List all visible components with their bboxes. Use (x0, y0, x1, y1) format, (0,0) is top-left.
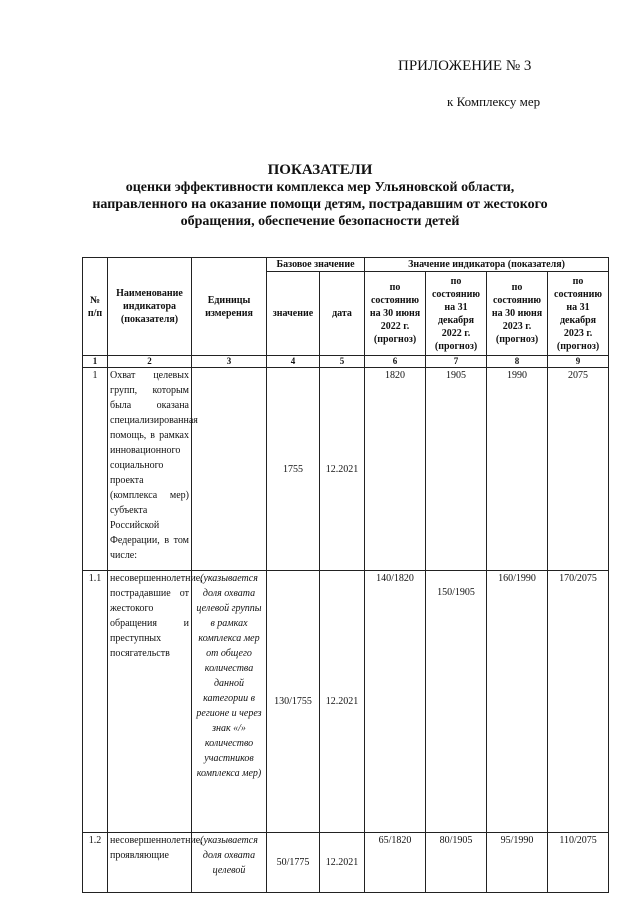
header-period-4: по состоянию на 31 декабря 2023 г. (прогноз) (548, 272, 609, 356)
title-main: ПОКАЗАТЕЛИ (267, 162, 373, 178)
row-value-3: 160/1990 (487, 571, 548, 833)
row-value-3: 95/1990 (487, 833, 548, 893)
header-base-value: значение (267, 272, 320, 356)
header-num: № п/п (83, 258, 108, 356)
row-num: 1.1 (83, 571, 108, 833)
title-line-1: оценки эффективности комплекса мер Ульяновской области, (125, 180, 515, 195)
header-base-date: дата (320, 272, 365, 356)
row-value-2: 1905 (426, 368, 487, 571)
colnum: 4 (267, 356, 320, 368)
table-row (83, 833, 609, 893)
row-num: 1 (83, 368, 108, 571)
row-value-2: 80/1905 (426, 833, 487, 893)
row-units: (указывается доля охвата целевой (192, 833, 267, 893)
header-period-2: по состоянию на 31 декабря 2022 г. (прогноз) (426, 272, 487, 356)
colnum: 5 (320, 356, 365, 368)
table-row (83, 368, 609, 571)
header-value: Значение индикатора (показателя) (365, 258, 609, 272)
row-base-value: 1755 (267, 368, 320, 571)
title-line-2: направленного на оказание помощи детям, пострадавшим от жестокого (92, 197, 548, 212)
row-base-date: 12.2021 (320, 571, 365, 833)
column-numbers-row (83, 356, 609, 368)
row-value-4: 110/2075 (548, 833, 609, 893)
header-period-1: по состоянию на 30 июня 2022 г. (прогноз) (365, 272, 426, 356)
row-name: Охват целевых групп, которым была оказана специализированная помощь, в рамках инновационного социального проекта (комплекса мер) субъекта Российской Федерации, в том числе: (108, 368, 192, 571)
row-name: несовершеннолетние, пострадавшие от жестокого обращения и преступных посягательств (108, 571, 192, 833)
row-value-1: 1820 (365, 368, 426, 571)
appendix-label: ПРИЛОЖЕНИЕ № 3 (398, 58, 532, 74)
row-value-4: 2075 (548, 368, 609, 571)
header-base: Базовое значение (267, 258, 365, 272)
row-value-1: 65/1820 (365, 833, 426, 893)
row-units: (указывается доля охвата целевой группы в рамках комплекса мер от общего количества данной категории в регионе и через знак «/» количество участников комплекса мер) (192, 571, 267, 833)
title-line-3: обращения, обеспечение безопасности детей (180, 214, 460, 229)
table-row (83, 571, 609, 833)
document-title (0, 162, 640, 230)
colnum: 8 (487, 356, 548, 368)
header-name: Наименование индикатора (показателя) (108, 258, 192, 356)
row-value-3: 1990 (487, 368, 548, 571)
row-value-1: 140/1820 (365, 571, 426, 833)
appendix-sublabel: к Комплексу мер (447, 94, 541, 109)
colnum: 2 (108, 356, 192, 368)
row-value-4: 170/2075 (548, 571, 609, 833)
header-units: Единицы измерения (192, 258, 267, 356)
row-units (192, 368, 267, 571)
colnum: 6 (365, 356, 426, 368)
colnum: 7 (426, 356, 487, 368)
indicators-table (82, 257, 609, 893)
row-base-value: 50/1775 (267, 833, 320, 893)
colnum: 3 (192, 356, 267, 368)
row-base-date: 12.2021 (320, 833, 365, 893)
colnum: 9 (548, 356, 609, 368)
row-value-2: 150/1905 (426, 571, 487, 833)
row-name: несовершеннолетние, проявляющие (108, 833, 192, 893)
row-num: 1.2 (83, 833, 108, 893)
header-period-3: по состоянию на 30 июня 2023 г. (прогноз) (487, 272, 548, 356)
row-base-value: 130/1755 (267, 571, 320, 833)
row-base-date: 12.2021 (320, 368, 365, 571)
colnum: 1 (83, 356, 108, 368)
